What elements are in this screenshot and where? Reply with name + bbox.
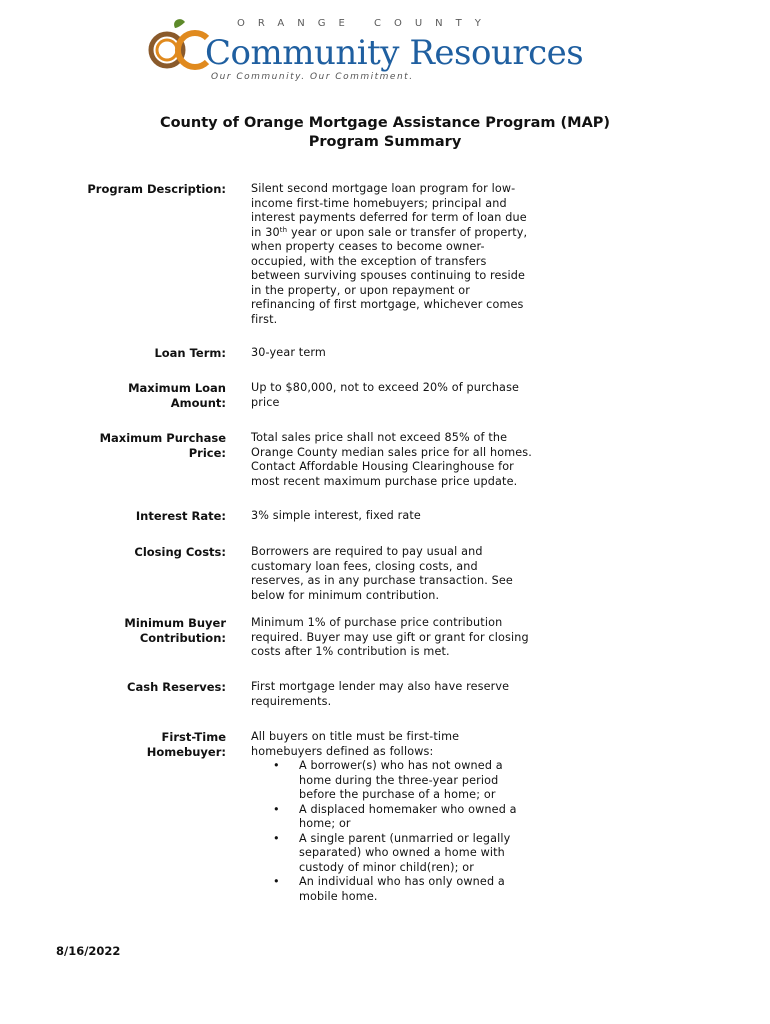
label-program-description: Program Description: — [87, 182, 226, 196]
label-interest-rate: Interest Rate: — [135, 509, 226, 523]
label-cash-reserves: Cash Reserves: — [127, 680, 226, 694]
title-line-1: County of Orange Mortgage Assistance Program (MAP) — [159, 115, 611, 131]
title-line-2: Program Summary — [308, 134, 462, 150]
logo-tagline: Our Community. Our Commitment. — [211, 72, 414, 82]
value-maximum-purchase-price: Total sales price shall not exceed 85% of the Orange County median sales price for all homes. Contact Affordable Housing Clearinghouse for most recent maximum purchase price update. — [251, 431, 532, 488]
value-program-description: Silent second mortgage loan program for low- income first-time homebuyers; principal and interest payments deferred for term of loan due in 30th year or upon sale or transfer of property, when property ceases to become owner- occupied, with the exception of transfers between surviving spouses continuing to reside in the property, or upon repayment or refinancing of first mortgage, whichever comes first. — [251, 182, 528, 326]
bullet-icon: • — [273, 831, 280, 845]
list-item: • A displaced homemaker who owned a home; or — [273, 802, 517, 830]
logo-name-text: Community Resources — [205, 33, 584, 73]
label-maximum-loan-amount: Maximum Loan Amount: — [128, 381, 226, 410]
org-logo — [145, 14, 615, 84]
page-title — [0, 114, 770, 152]
label-first-time-homebuyer: First-Time Homebuyer: — [146, 730, 226, 759]
value-minimum-buyer-contribution: Minimum 1% of purchase price contribution required. Buyer may use gift or grant for closing costs after 1% contribution is met. — [251, 616, 529, 658]
bullet-icon: • — [273, 759, 280, 772]
list-item: • An individual who has only owned a mobile home. — [273, 875, 505, 903]
label-loan-term: Loan Term: — [154, 346, 226, 360]
list-item: • A single parent (unmarried or legally separated) who owned a home with custody of minor child(ren); or — [273, 831, 511, 874]
list-item: • A borrower(s) who has not owned a home during the three-year period before the purchase of a home; or — [273, 759, 503, 801]
value-first-time-homebuyer: All buyers on title must be first-time homebuyers defined as follows: • A borrower(s) who has not owned a home during the three-year period before the purchase of a home; or • A displaced homemaker who owned a home; or • A single parent (unmarried or legally separated) who owned a home with custody of minor child(ren); or • An individual who has only owned a mobile home. — [251, 730, 536, 904]
value-loan-term: 30-year term — [251, 346, 326, 359]
value-maximum-loan-amount: Up to $80,000, not to exceed 20% of purchase price — [251, 381, 520, 409]
logo-county-text: ORANGE COUNTY — [237, 18, 494, 29]
bullet-icon: • — [273, 802, 280, 816]
bullet-icon: • — [273, 875, 280, 888]
label-minimum-buyer-contribution: Minimum Buyer Contribution: — [124, 616, 226, 645]
label-closing-costs: Closing Costs: — [134, 545, 226, 559]
label-maximum-purchase-price: Maximum Purchase Price: — [99, 431, 226, 460]
footer-date: 8/16/2022 — [56, 944, 121, 958]
homebuyer-definition-list — [251, 759, 536, 904]
value-closing-costs: Borrowers are required to pay usual and customary loan fees, closing costs, and reserves, as in any purchase transaction. See below for minimum contribution. — [251, 545, 513, 602]
value-cash-reserves: First mortgage lender may also have reserve requirements. — [251, 680, 510, 708]
value-interest-rate: 3% simple interest, fixed rate — [251, 509, 421, 522]
